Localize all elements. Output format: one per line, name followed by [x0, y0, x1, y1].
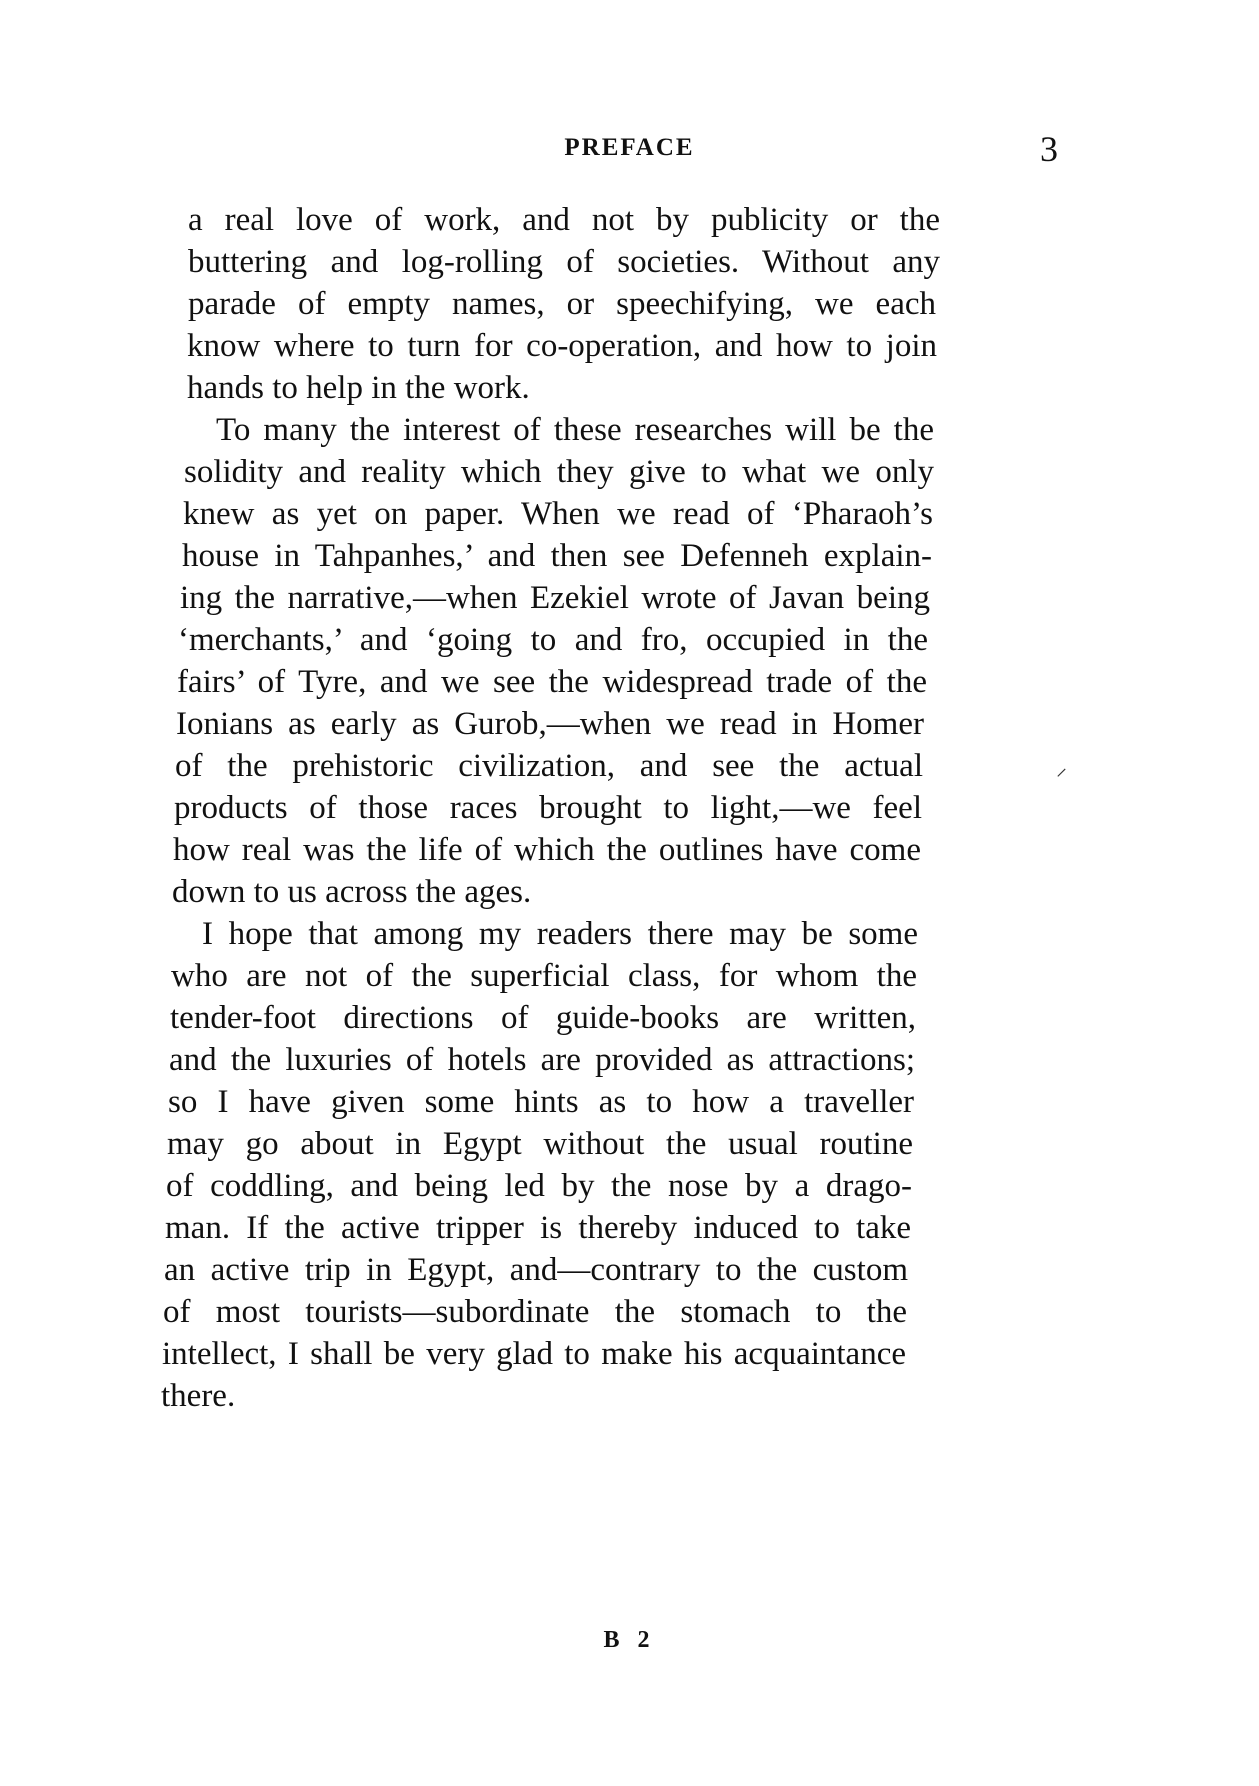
- text-line: tender-foot directions of guide-books are written,: [170, 1000, 916, 1036]
- text-line: To many the interest of these researches will be the: [216, 412, 934, 448]
- text-line: hands to help in the work.: [187, 370, 530, 406]
- text-line: may go about in Egypt without the usual routine: [167, 1126, 913, 1162]
- text-line: ‘merchants,’ and ‘going to and fro, occupied in the: [178, 622, 928, 658]
- text-line: and the luxuries of hotels are provided as attractions;: [169, 1042, 915, 1078]
- text-line: down to us across the ages.: [172, 874, 532, 910]
- text-line: an active trip in Egypt, and—contrary to the custom: [164, 1252, 908, 1288]
- text-line: parade of empty names, or speechifying, we each: [188, 286, 936, 322]
- margin-pencil-mark: ⸝: [1056, 755, 1068, 780]
- running-title: PREFACE: [564, 134, 695, 161]
- text-line: of most tourists—subordinate the stomach to the: [163, 1294, 907, 1330]
- text-line: knew as yet on paper. When we read of ‘Pharaoh’s: [183, 496, 933, 532]
- text-line: how real was the life of which the outlines have come: [173, 832, 921, 868]
- page-number: 3: [1040, 129, 1058, 169]
- text-line: know where to turn for co-operation, and how to join: [187, 328, 937, 364]
- text-line: man. If the active tripper is thereby induced to take: [165, 1210, 911, 1246]
- text-line: products of those races brought to light,—we feel: [174, 790, 922, 826]
- printer-signature: B 2: [603, 1627, 656, 1653]
- text-line: so I have given some hints as to how a traveller: [168, 1084, 914, 1120]
- text-line: intellect, I shall be very glad to make his acquaintance: [162, 1336, 906, 1372]
- text-line: I hope that among my readers there may be some: [202, 916, 918, 952]
- text-line: Ionians as early as Gurob,—when we read in Homer: [176, 706, 924, 742]
- text-line: house in Tahpanhes,’ and then see Defenneh explain-: [182, 538, 932, 574]
- text-line: solidity and reality which they give to what we only: [184, 454, 934, 490]
- text-line: of coddling, and being led by the nose by a drago-: [166, 1168, 912, 1204]
- text-line: buttering and log-rolling of societies. Without any: [188, 244, 940, 280]
- text-line: fairs’ of Tyre, and we see the widespread trade of the: [177, 664, 927, 700]
- text-line: ing the narrative,—when Ezekiel wrote of Javan being: [180, 580, 930, 616]
- text-line: a real love of work, and not by publicity or the: [188, 202, 940, 238]
- running-head: [0, 128, 1259, 178]
- text-line: there.: [161, 1378, 236, 1414]
- text-line: of the prehistoric civilization, and see the actual: [175, 748, 923, 784]
- text-line: who are not of the superficial class, for whom the: [171, 958, 917, 994]
